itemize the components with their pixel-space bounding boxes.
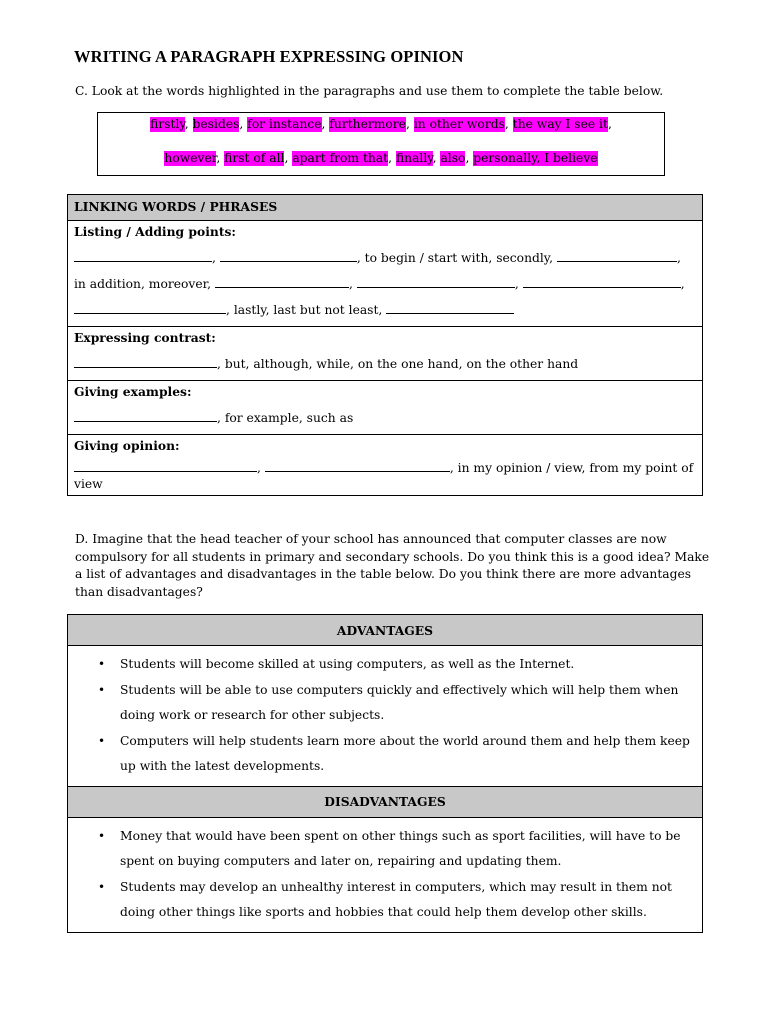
listing-section [68,221,703,327]
highlight-word: firstly [150,117,185,131]
highlight-word: however [164,151,217,165]
highlight-word: apart from that [292,151,389,165]
advantages-disadvantages-table [67,614,703,933]
list-item: • Students may develop an unhealthy interest in computers, which may result in them not doing other things like sports and hobbies that could help them develop other skills. [120,875,692,926]
disadvantages-header: DISADVANTAGES [68,786,703,817]
blank-field[interactable] [74,411,217,422]
linking-table-header: LINKING WORDS / PHRASES [68,195,703,221]
bullet-icon: • [98,682,106,697]
list-item: • Students will become skilled at using computers, as well as the Internet. [120,652,692,678]
highlight-word: for instance [247,117,322,131]
listing-line-1: , , to begin / start with, secondly, , [74,245,696,271]
contrast-heading: Expressing contrast: [74,330,216,345]
linking-words-table [67,194,703,496]
list-item: • Money that would have been spent on other things such as sport facilities, will have to be spent on buying computers and later on, repairing and updating them. [120,824,692,875]
listing-heading: Listing / Adding points: [74,224,236,239]
examples-line: , for example, such as [74,405,696,431]
examples-section [68,381,703,435]
blank-field[interactable] [74,303,226,314]
blank-field[interactable] [265,461,450,472]
opinion-heading: Giving opinion: [74,438,180,453]
blank-field[interactable] [74,461,257,472]
bullet-icon: • [98,879,106,894]
blank-field[interactable] [357,277,515,288]
contrast-line: , but, although, while, on the one hand, on the other hand [74,351,696,377]
advantages-list [68,646,702,786]
blank-field[interactable] [220,251,357,262]
listing-line-3: , lastly, last but not least, [74,297,696,323]
bullet-icon: • [98,657,106,671]
instruction-d: D. Imagine that the head teacher of your school has announced that computer classes are now compulsory for all students in primary and secondary schools. Do you think this is a good idea? Make a list of advantages and disadvantages in the table below. Do you think there are more advantages than disadvantages? [75,532,710,599]
contrast-section [68,327,703,381]
highlight-word: finally [395,151,433,165]
bullet-icon: • [98,828,106,843]
opinion-section [68,435,703,496]
highlighted-words-line-1: firstly, besides, for instance, furthermore, in other words, the way I see it, [150,117,612,131]
highlight-word: personally, I believe [473,151,598,165]
list-item: • Computers will help students learn more about the world around them and help them keep up with the latest developments. [120,729,692,780]
list-item: • Students will be able to use computers quickly and effectively which will help them when doing work or research for other subjects. [120,678,692,729]
blank-field[interactable] [386,303,514,314]
blank-field[interactable] [74,251,212,262]
blank-field[interactable] [215,277,349,288]
highlight-word: in other words [413,117,505,131]
highlight-word: besides [192,117,240,131]
highlight-word: the way I see it [512,117,608,131]
disadvantages-list [68,818,702,932]
advantages-header: ADVANTAGES [68,615,703,646]
disadvantages-cell [68,817,703,932]
highlight-word: furthermore [329,117,406,131]
blank-field[interactable] [523,277,681,288]
blank-field[interactable] [557,251,677,262]
listing-line-2: in addition, moreover, , , , [74,277,685,291]
highlighted-words-line-2: however, first of all, apart from that, finally, also, personally, I believe [164,151,598,165]
examples-heading: Giving examples: [74,384,192,399]
highlighted-words-box [97,112,665,176]
bullet-icon: • [98,733,106,748]
advantages-cell [68,646,703,787]
page-title: WRITING A PARAGRAPH EXPRESSING OPINION [74,47,464,66]
blank-field[interactable] [74,357,217,368]
highlight-word: first of all [224,151,285,165]
highlight-word: also [440,151,466,165]
opinion-line: , , in my opinion / view, from my point of view [74,461,694,491]
instruction-c: C. Look at the words highlighted in the paragraphs and use them to complete the table below. [75,84,664,98]
